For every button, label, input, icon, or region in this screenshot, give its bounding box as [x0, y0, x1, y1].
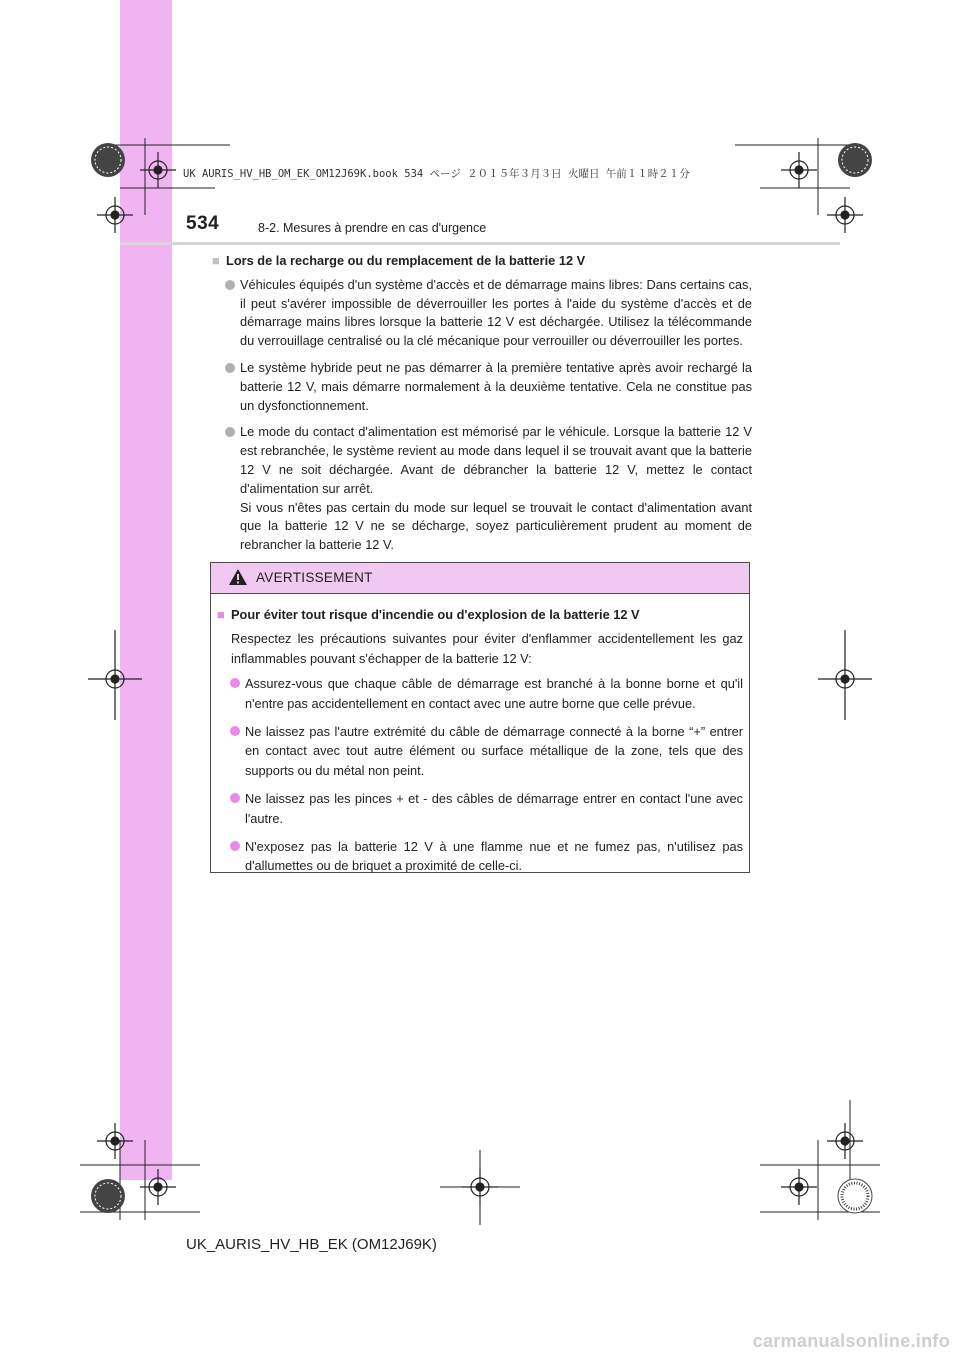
list-item [212, 423, 752, 555]
circle-bullet-icon [225, 427, 235, 437]
print-info-line: UK AURIS_HV_HB_OM_EK_OM12J69K.book 534 ページ ２０１５年３月３日 火曜日 午前１１時２１分 [183, 168, 690, 180]
warning-box [210, 562, 750, 873]
list-item [217, 837, 743, 876]
warning-header [211, 563, 749, 594]
section-heading [212, 252, 752, 271]
manual-code: UK_AURIS_HV_HB_EK (OM12J69K) [186, 1236, 437, 1253]
circle-bullet-icon [230, 841, 240, 851]
list-item [217, 789, 743, 828]
list-item [217, 722, 743, 780]
warning-heading [217, 605, 743, 624]
circle-bullet-icon [230, 678, 240, 688]
list-item-text: Le système hybride peut ne pas démarrer à la première tentative après avoir rechargé la batterie 12 V, mais démarre normalement à la deuxième tentative. Cela ne constitue pas un dysfonctionnement. [240, 359, 752, 413]
section-title: 8-2. Mesures à prendre en cas d'urgence [258, 221, 487, 235]
list-item-text: Véhicules équipés d'un système d'accès et de démarrage mains libres: Dans certains cas, il peut s'avérer impossible de déverrouiller les portes à l'aide du système d'accès et de démarrage mains libres lorsque la batterie 12 V est déchargée. Utilisez la télécommande du verrouillage centralisé ou la clé mécanique pour verrouiller ou déverrouiller les portes. [240, 276, 752, 349]
circle-bullet-icon [230, 793, 240, 803]
list-item [212, 276, 752, 351]
list-item-text: Le mode du contact d'alimentation est mémorisé par le véhicule. Lorsque la batterie 12 V est rebranchée, le système revient au mode dans lequel il se trouvait avant que la batterie 12 V ne soit déchargée. Avant de débrancher la batterie 12 V, mettez le contact d'alimentation sur arrêt. [240, 424, 752, 496]
list-item [217, 674, 743, 713]
circle-bullet-icon [230, 726, 240, 736]
section-heading-text: Lors de la recharge ou du remplacement de la batterie 12 V [226, 253, 586, 268]
list-item-text: Assurez-vous que chaque câble de démarrage est branché à la bonne borne et qu'il n'entre pas accidentellement en contact avec une autre borne que celle prévue. [245, 676, 743, 711]
header-divider [120, 242, 840, 245]
square-bullet-icon: ■ [217, 607, 225, 622]
site-watermark: carmanualsonline.info [752, 1331, 950, 1351]
circle-bullet-icon [225, 280, 235, 290]
page-number: 534 [186, 213, 220, 234]
list-item-text: Ne laissez pas les pinces + et - des câbles de démarrage entrer en contact l'une avec l'autre. [245, 791, 743, 826]
square-bullet-icon: ■ [212, 253, 220, 268]
circle-bullet-icon [225, 363, 235, 373]
list-item [212, 359, 752, 415]
warning-intro: Respectez les précautions suivantes pour éviter d'enflammer accidentellement les gaz inflammables pouvant s'échapper de la batterie 12 V: [231, 631, 743, 666]
list-item-text: Ne laissez pas l'autre extrémité du câble de démarrage connecté à la borne “+” entrer en contact avec tout autre élément ou surface métallique de la zone, tels que des supports ou du métal non peint. [245, 724, 743, 778]
warning-heading-text: Pour éviter tout risque d'incendie ou d'explosion de la batterie 12 V [231, 607, 640, 622]
warning-triangle-icon [228, 568, 248, 586]
main-content [212, 252, 752, 563]
warning-body [211, 594, 749, 876]
list-item-text: N'exposez pas la batterie 12 V à une flamme nue et ne fumez pas, n'utilisez pas d'allumettes ou de briquet a proximité de celle-ci. [245, 839, 743, 874]
warning-title: AVERTISSEMENT [256, 570, 373, 585]
list-item-text-continued: Si vous n'êtes pas certain du mode sur lequel se trouvait le contact d'alimentation avant que la batterie 12 V ne se décharge, soyez particulièrement prudent au moment de rebrancher la batterie 12 V. [240, 499, 752, 553]
